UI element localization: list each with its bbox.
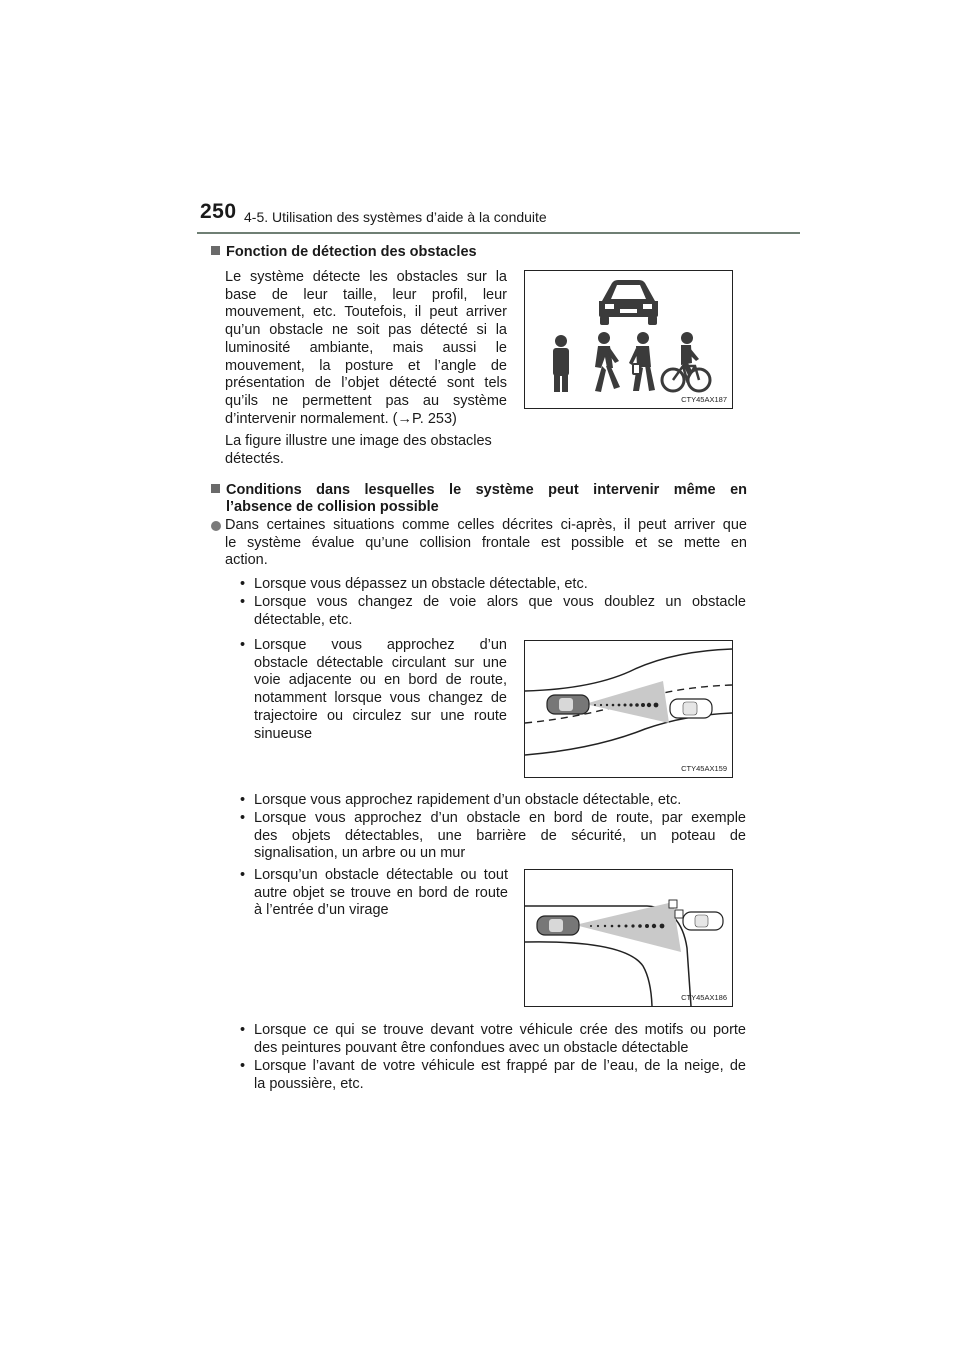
cyclist-icon <box>662 332 710 391</box>
text-line: action. <box>225 552 268 569</box>
header-divider <box>197 232 800 234</box>
pedestrian-with-bag-icon <box>629 332 655 391</box>
situations-paragraph <box>225 517 747 570</box>
obstacle-vehicle-icon <box>670 699 712 718</box>
list-item-text <box>254 1058 746 1093</box>
text-line: détectés. <box>225 450 284 467</box>
text-line: mouvement, la posture et l’angle de <box>225 357 507 374</box>
text-line: autre objet se trouve en bord de route <box>254 884 508 901</box>
text-line: des objets détectables, une barrière de sécurité, un poteau de <box>254 827 746 844</box>
text-line: détectable, etc. <box>254 611 353 628</box>
text-line: Le système détecte les obstacles sur la <box>225 269 507 285</box>
text-line: mouvement, etc. Toutefois, il peut arriver <box>225 304 507 321</box>
list-item-text: Lorsque vous dépassez un obstacle détectable, etc. <box>254 576 588 592</box>
text-line: La figure illustre une image des obstacles <box>225 433 492 449</box>
car-front-icon <box>599 280 658 325</box>
text-line: luminosité ambiante, mais aussi le <box>225 339 507 356</box>
round-bullet-icon <box>211 519 221 537</box>
list-item-text <box>254 637 507 743</box>
square-bullet-icon <box>211 246 220 255</box>
obstacle-vehicle-icon <box>683 912 723 930</box>
text-line: notamment lorsque vous changez de <box>254 690 507 707</box>
text-line: la poussière, etc. <box>254 1075 364 1092</box>
winding-road-illustration <box>525 641 732 777</box>
text-line: voie adjacente ou en bord de route, <box>254 672 507 689</box>
figure-detected-obstacles <box>524 270 733 409</box>
text-line: Lorsque vous approchez d’un <box>254 637 507 653</box>
list-item: • <box>240 810 246 826</box>
text-line: qu’un obstacle ne soit pas détecté si la <box>225 322 507 339</box>
list-item: • <box>240 792 246 808</box>
text-line: Lorsqu’un obstacle détectable ou tout <box>254 867 508 883</box>
heading-text: Conditions dans lesquelles le système peut intervenir même en <box>226 482 747 498</box>
chapter-title: 4-5. Utilisation des systèmes d’aide à la conduite <box>244 209 547 225</box>
text-line: à l’entrée d’un virage <box>254 902 389 919</box>
heading-text: l’absence de collision possible <box>226 499 439 515</box>
figure-code: CTY45AX159 <box>681 764 727 773</box>
text-line: Dans certaines situations comme celles décrites ci-après, il peut arriver que <box>225 517 747 533</box>
text-line: trajectoire ou circulez sur une route <box>254 707 507 724</box>
text-line: Lorsque ce qui se trouve devant votre véhicule crée des motifs ou porte <box>254 1022 746 1038</box>
page-number: 250 <box>200 200 237 223</box>
figure-curve-entry <box>524 869 733 1007</box>
heading-text: Fonction de détection des obstacles <box>226 244 477 260</box>
standing-pedestrian-icon <box>553 335 569 392</box>
list-item-text <box>254 867 508 920</box>
list-item-text <box>254 810 746 863</box>
figure-code: CTY45AX187 <box>681 395 727 404</box>
list-item: • <box>240 576 246 592</box>
text-line: présentation de l’objet détecté sont tels <box>225 375 507 392</box>
list-item: • <box>240 867 246 883</box>
detection-beam <box>585 681 669 723</box>
text-line: Lorsque l’avant de votre véhicule est frappé par de l’eau, de la neige, de <box>254 1058 746 1074</box>
list-item-text <box>254 1022 746 1057</box>
text-line: obstacle détectable circulant sur une <box>254 654 507 671</box>
text-line: sinueuse <box>254 725 313 742</box>
text-line: base de leur taille, leur profil, leur <box>225 286 507 303</box>
text-line: le système évalue qu’une collision frontale est possible et se mette en <box>225 534 747 551</box>
own-vehicle-icon <box>547 695 589 714</box>
text-line: Lorsque vous approchez d’un obstacle en bord de route, par exemple <box>254 810 746 826</box>
figure-winding-road <box>524 640 733 778</box>
text-line: Lorsque vous changez de voie alors que vous doublez un obstacle <box>254 594 746 610</box>
text-line: d’intervenir normalement. (→P. 253) <box>225 410 457 427</box>
list-item-text <box>254 594 746 629</box>
text-line: qu’ils ne permettent pas au système <box>225 392 507 409</box>
obstacle-detection-paragraph <box>225 269 507 428</box>
text-line: des peintures pouvant être confondues avec un obstacle détectable <box>254 1039 689 1056</box>
text-line: signalisation, un arbre ou un mur <box>254 845 466 862</box>
own-vehicle-icon <box>537 916 579 935</box>
obstacles-illustration <box>525 271 732 408</box>
figure-code: CTY45AX186 <box>681 993 727 1002</box>
list-item: • <box>240 637 246 653</box>
curve-entry-illustration <box>525 870 732 1006</box>
list-item: • <box>240 1022 246 1038</box>
section-heading-false-activation <box>211 482 747 516</box>
walking-pedestrian-icon <box>595 332 620 392</box>
section-heading-obstacle-detection <box>211 244 477 261</box>
square-bullet-icon <box>211 484 220 493</box>
figure-note <box>225 433 510 468</box>
list-item-text: Lorsque vous approchez rapidement d’un obstacle détectable, etc. <box>254 792 682 808</box>
list-item: • <box>240 1058 246 1074</box>
list-item: • <box>240 594 246 610</box>
